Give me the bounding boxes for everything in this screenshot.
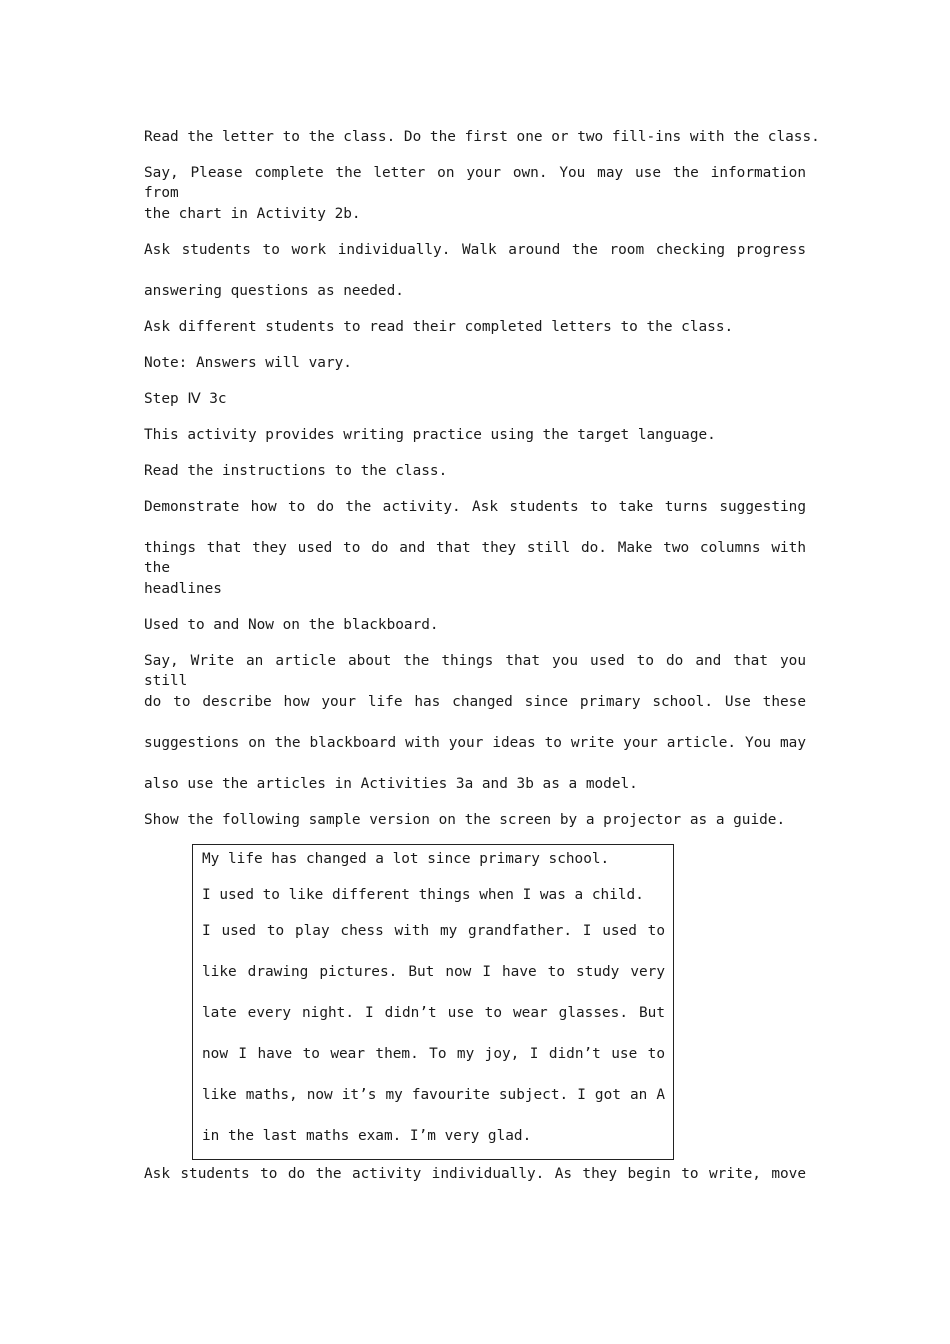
paragraph-line: Say, Write an article about the things that you used to do and that you still [144, 653, 806, 689]
paragraph-line: do to describe how your life has changed since primary school. Use these [144, 694, 806, 710]
sample-line: late every night. I didn’t use to wear glasses. But [202, 1005, 665, 1021]
paragraph-line: Ask different students to read their completed letters to the class. [144, 319, 734, 335]
paragraph-line: Say, Please complete the letter on your own. You may use the information from [144, 165, 806, 201]
sample-line: My life has changed a lot since primary school. [202, 851, 610, 867]
paragraph-line: also use the articles in Activities 3a and 3b as a model. [144, 776, 638, 792]
paragraph-line: things that they used to do and that they still do. Make two columns with the [144, 540, 806, 576]
paragraph-line: the chart in Activity 2b. [144, 206, 361, 222]
sample-line: in the last maths exam. I’m very glad. [202, 1128, 532, 1144]
sample-line: now I have to wear them. To my joy, I didn’t use to [202, 1046, 665, 1062]
sample-line: I used to play chess with my grandfather. I used to [202, 923, 665, 939]
paragraph-line: Read the instructions to the class. [144, 463, 448, 479]
paragraph-line: headlines [144, 581, 222, 597]
paragraph-line: Ask students to do the activity individually. As they begin to write, move [144, 1166, 806, 1182]
sample-line: I used to like different things when I was a child. [202, 887, 644, 903]
paragraph-line: Ask students to work individually. Walk around the room checking progress [144, 242, 806, 258]
sample-line: like drawing pictures. But now I have to study very [202, 964, 665, 980]
paragraph-line: Demonstrate how to do the activity. Ask students to take turns suggesting [144, 499, 806, 515]
sample-article-box [192, 844, 674, 1160]
paragraph-line: This activity provides writing practice using the target language. [144, 427, 716, 443]
paragraph-line: Show the following sample version on the screen by a projector as a guide. [144, 812, 786, 828]
sample-line: like maths, now it’s my favourite subject. I got an A [202, 1087, 665, 1103]
step-heading: Step Ⅳ 3c [144, 391, 227, 407]
paragraph-line: answering questions as needed. [144, 283, 404, 299]
paragraph-line: suggestions on the blackboard with your ideas to write your article. You may [144, 735, 806, 751]
paragraph-line: Read the letter to the class. Do the first one or two fill-ins with the class. [144, 129, 820, 145]
paragraph-line: Used to and Now on the blackboard. [144, 617, 439, 633]
paragraph-line: Note: Answers will vary. [144, 355, 352, 371]
